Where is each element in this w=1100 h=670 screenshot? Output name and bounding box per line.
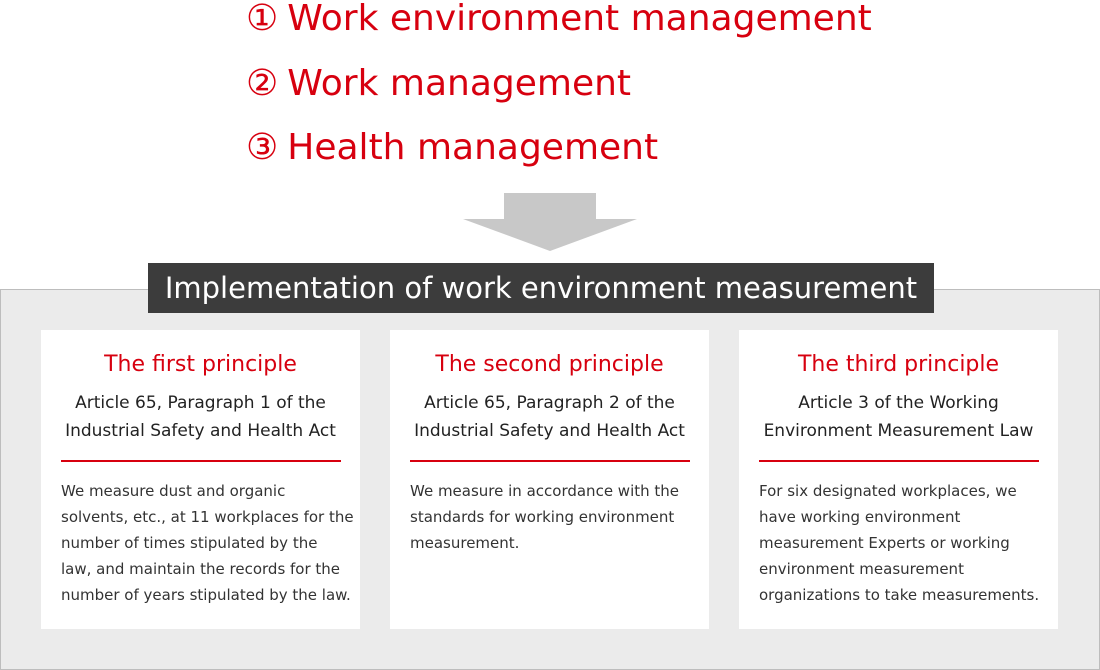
description-line: number of times stipulated by the (61, 534, 318, 552)
management-label: Work environment management (287, 0, 872, 39)
principle-law (41, 389, 360, 445)
principle-law (739, 389, 1058, 445)
description-line: law, and maintain the records for the (61, 560, 341, 578)
principle-title: The first principle (104, 352, 297, 377)
circled-number-3: ③ (246, 127, 279, 168)
panel-title: Implementation of work environment measurement (148, 263, 934, 313)
principle-title: The third principle (797, 352, 1000, 377)
circled-number-1: ① (246, 0, 279, 39)
law-line: Article 3 of the Working (798, 393, 999, 413)
description-line: We measure dust and organic (61, 482, 286, 500)
divider (61, 460, 341, 462)
description-line: have working environment (759, 508, 961, 526)
management-item-health (246, 125, 658, 171)
description-line: We measure in accordance with the (410, 482, 680, 500)
description-line: measurement Experts or working (759, 534, 1010, 552)
management-item-work-environment (246, 0, 872, 42)
principle-law (390, 389, 709, 445)
principle-description (759, 478, 1049, 608)
principle-description (61, 478, 354, 608)
law-line: Article 65, Paragraph 1 of the (75, 393, 326, 413)
description-line: measurement. (410, 534, 520, 552)
divider (410, 460, 690, 462)
description-line: standards for working environment (410, 508, 675, 526)
description-line: For six designated workplaces, we (759, 482, 1017, 500)
description-line: environment measurement (759, 560, 964, 578)
principle-card-third (739, 330, 1058, 629)
down-arrow-icon (463, 193, 637, 251)
principle-card-first (41, 330, 360, 629)
law-line: Article 65, Paragraph 2 of the (424, 393, 675, 413)
description-line: solvents, etc., at 11 workplaces for the (61, 508, 354, 526)
description-line: organizations to take measurements. (759, 586, 1040, 604)
divider (759, 460, 1039, 462)
law-line: Environment Measurement Law (763, 421, 1034, 441)
description-line: number of years stipulated by the law. (61, 586, 351, 604)
law-line: Industrial Safety and Health Act (65, 421, 336, 441)
management-item-work (246, 61, 631, 107)
management-label: Work management (287, 63, 632, 104)
principle-description (410, 478, 700, 556)
circled-number-2: ② (246, 63, 279, 104)
law-line: Industrial Safety and Health Act (414, 421, 685, 441)
principle-title: The second principle (435, 352, 664, 377)
management-label: Health management (287, 127, 659, 168)
principle-card-second (390, 330, 709, 629)
